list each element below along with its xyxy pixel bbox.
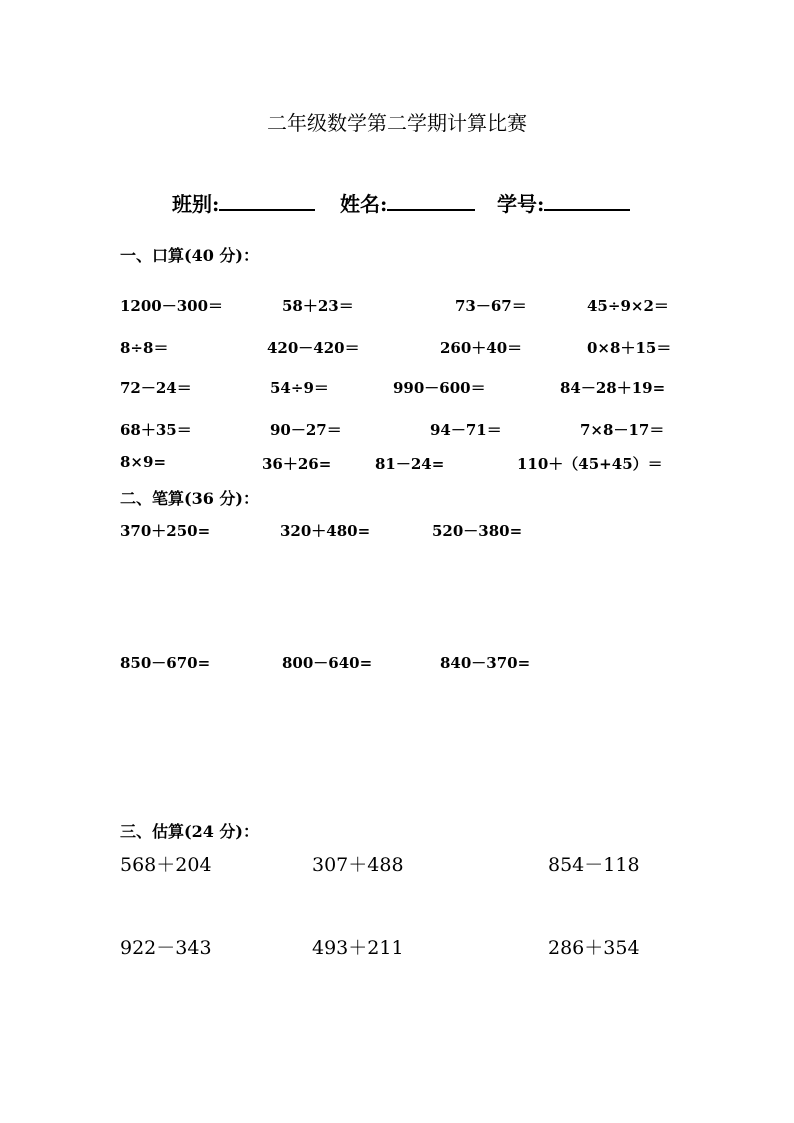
estimate-question: 568＋204 xyxy=(120,854,212,876)
estimate-question: 307＋488 xyxy=(312,854,404,876)
oral-question: 58＋23＝ xyxy=(282,297,354,315)
oral-question: 81－24= xyxy=(375,455,445,473)
class-label: 班别: xyxy=(172,192,220,216)
section-3-heading: 三、估算(24 分)： xyxy=(120,822,259,841)
written-question: 370＋250= xyxy=(120,522,211,540)
name-label: 姓名: xyxy=(340,192,388,216)
oral-question: 8×9= xyxy=(120,453,167,471)
oral-question: 94－71＝ xyxy=(430,421,502,439)
id-label: 学号: xyxy=(497,192,545,216)
page-title: 二年级数学第二学期计算比赛 xyxy=(267,111,527,135)
oral-question: 72－24＝ xyxy=(120,379,192,397)
oral-question: 68＋35＝ xyxy=(120,421,192,439)
written-question: 840－370= xyxy=(440,654,531,672)
oral-question: 54÷9＝ xyxy=(270,379,329,397)
written-question: 520－380= xyxy=(432,522,523,540)
oral-question: 84－28＋19= xyxy=(560,379,666,397)
name-field xyxy=(340,188,475,217)
estimate-question: 922－343 xyxy=(120,937,212,959)
oral-question: 90－27＝ xyxy=(270,421,342,439)
oral-question: 8÷8＝ xyxy=(120,339,169,357)
section-1-heading: 一、口算(40 分)： xyxy=(120,246,259,265)
id-blank[interactable] xyxy=(544,191,630,211)
class-field xyxy=(172,188,315,217)
oral-question: 73－67＝ xyxy=(455,297,527,315)
class-blank[interactable] xyxy=(219,191,315,211)
section-2-heading: 二、笔算(36 分)： xyxy=(120,489,259,508)
id-field xyxy=(497,188,630,217)
estimate-question: 854－118 xyxy=(548,854,640,876)
oral-question: 45÷9×2＝ xyxy=(587,297,669,315)
written-question: 850－670= xyxy=(120,654,211,672)
written-question: 320＋480= xyxy=(280,522,371,540)
oral-question: 1200－300＝ xyxy=(120,297,224,315)
oral-question: 0×8＋15＝ xyxy=(587,339,672,357)
oral-question: 36＋26= xyxy=(262,455,332,473)
name-blank[interactable] xyxy=(387,191,475,211)
estimate-question: 286＋354 xyxy=(548,937,640,959)
oral-question: 7×8－17＝ xyxy=(580,421,665,439)
oral-question: 260＋40＝ xyxy=(440,339,523,357)
written-question: 800－640= xyxy=(282,654,373,672)
oral-question: 420－420＝ xyxy=(267,339,360,357)
oral-question: 990－600＝ xyxy=(393,379,486,397)
oral-question: 110＋（45+45）＝ xyxy=(517,455,663,473)
estimate-question: 493＋211 xyxy=(312,937,404,959)
